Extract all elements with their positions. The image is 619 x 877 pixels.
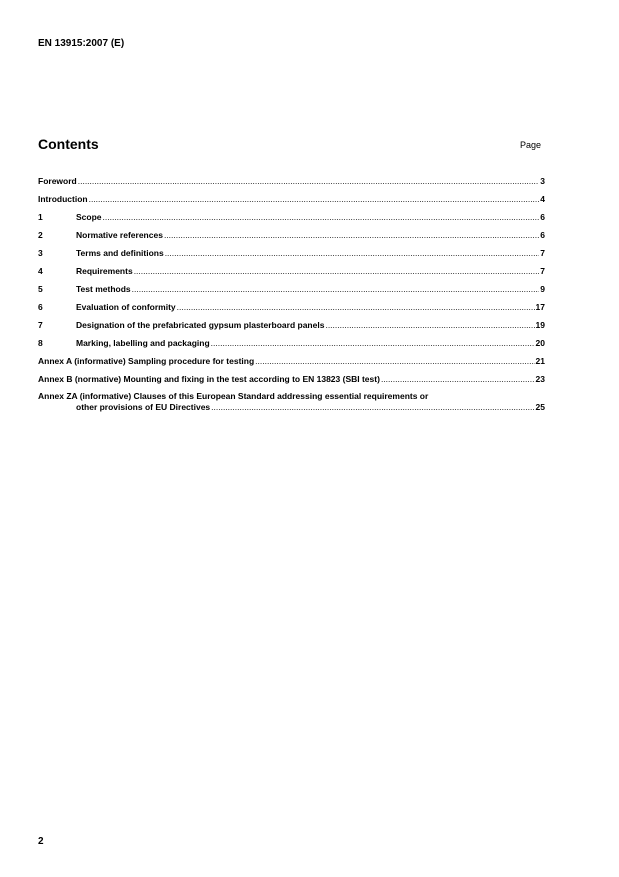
toc-entry-normative-references[interactable] <box>38 229 545 247</box>
toc-entry-page: 25 <box>535 402 545 412</box>
toc-leader-dots <box>211 337 535 350</box>
toc-leader-dots <box>381 373 535 386</box>
toc-entry-requirements[interactable] <box>38 265 545 283</box>
toc-entry-label: Foreword <box>38 176 77 186</box>
toc-entry-label: Introduction <box>38 194 88 204</box>
toc-entry-page: 17 <box>535 302 545 312</box>
toc-entry-label: Annex B (normative) Mounting and fixing in the test according to EN 13823 (SBI test) <box>38 374 380 384</box>
page-column-label: Page <box>520 140 542 150</box>
toc-entry-number: 1 <box>38 212 43 222</box>
toc-entry-label: Test methods <box>76 284 131 294</box>
toc-entry-number: 3 <box>38 248 43 258</box>
toc-entry-number: 6 <box>38 302 43 312</box>
toc-entry-evaluation-of-conformity[interactable] <box>38 301 545 319</box>
toc-leader-dots <box>177 301 535 314</box>
toc-entry-marking-labelling-packaging[interactable] <box>38 337 545 355</box>
toc-entry-label: Annex ZA (informative) Clauses of this European Standard addressing essential requirements or <box>38 391 429 401</box>
contents-title: Contents <box>38 136 99 152</box>
toc-entry-terms-and-definitions[interactable] <box>38 247 545 265</box>
toc-entry-annex-b[interactable] <box>38 373 545 391</box>
toc-entry-number: 8 <box>38 338 43 348</box>
toc-entry-page: 3 <box>540 176 545 186</box>
toc-leader-dots <box>134 265 540 278</box>
toc-entry-label: Requirements <box>76 266 133 276</box>
toc-entry-page: 21 <box>535 356 545 366</box>
toc-entry-page: 7 <box>540 266 545 276</box>
toc-entry-number: 5 <box>38 284 43 294</box>
toc-leader-dots <box>103 211 540 224</box>
toc-entry-annex-za[interactable] <box>38 391 545 419</box>
toc-entry-label: Evaluation of conformity <box>76 302 176 312</box>
toc-entry-number: 2 <box>38 230 43 240</box>
toc-leader-dots <box>164 229 539 242</box>
toc-leader-dots <box>211 402 534 413</box>
toc-entry-page: 19 <box>535 320 545 330</box>
toc-entry-page: 7 <box>540 248 545 258</box>
toc-leader-dots <box>132 283 540 296</box>
toc-entry-page: 4 <box>540 194 545 204</box>
toc-leader-dots <box>325 319 534 332</box>
toc-entry-page: 6 <box>540 230 545 240</box>
toc-entry-page: 6 <box>540 212 545 222</box>
toc-entry-introduction[interactable] <box>38 193 545 211</box>
toc-entry-test-methods[interactable] <box>38 283 545 301</box>
toc-entry-label-continued: other provisions of EU Directives <box>76 402 211 412</box>
toc-entry-designation[interactable] <box>38 319 545 337</box>
toc-entry-label: Normative references <box>76 230 163 240</box>
toc-entry-label: Annex A (informative) Sampling procedure for testing <box>38 356 255 366</box>
toc-entry-annex-a[interactable] <box>38 355 545 373</box>
toc-leader-dots <box>165 247 540 260</box>
toc-entry-number: 4 <box>38 266 43 276</box>
page-number: 2 <box>38 836 44 847</box>
toc-entry-page: 9 <box>540 284 545 294</box>
toc-entry-label: Terms and definitions <box>76 248 164 258</box>
toc-entry-label: Scope <box>76 212 102 222</box>
toc-entry-label: Designation of the prefabricated gypsum plasterboard panels <box>76 320 325 330</box>
document-header: EN 13915:2007 (E) <box>38 38 125 49</box>
table-of-contents <box>38 175 545 419</box>
toc-entry-label: Marking, labelling and packaging <box>76 338 210 348</box>
toc-leader-dots <box>78 175 540 188</box>
toc-entry-page: 20 <box>535 338 545 348</box>
toc-entry-page: 23 <box>535 374 545 384</box>
toc-entry-number: 7 <box>38 320 43 330</box>
toc-entry-foreword[interactable] <box>38 175 545 193</box>
toc-leader-dots <box>89 193 540 206</box>
toc-entry-scope[interactable] <box>38 211 545 229</box>
toc-leader-dots <box>255 355 534 368</box>
